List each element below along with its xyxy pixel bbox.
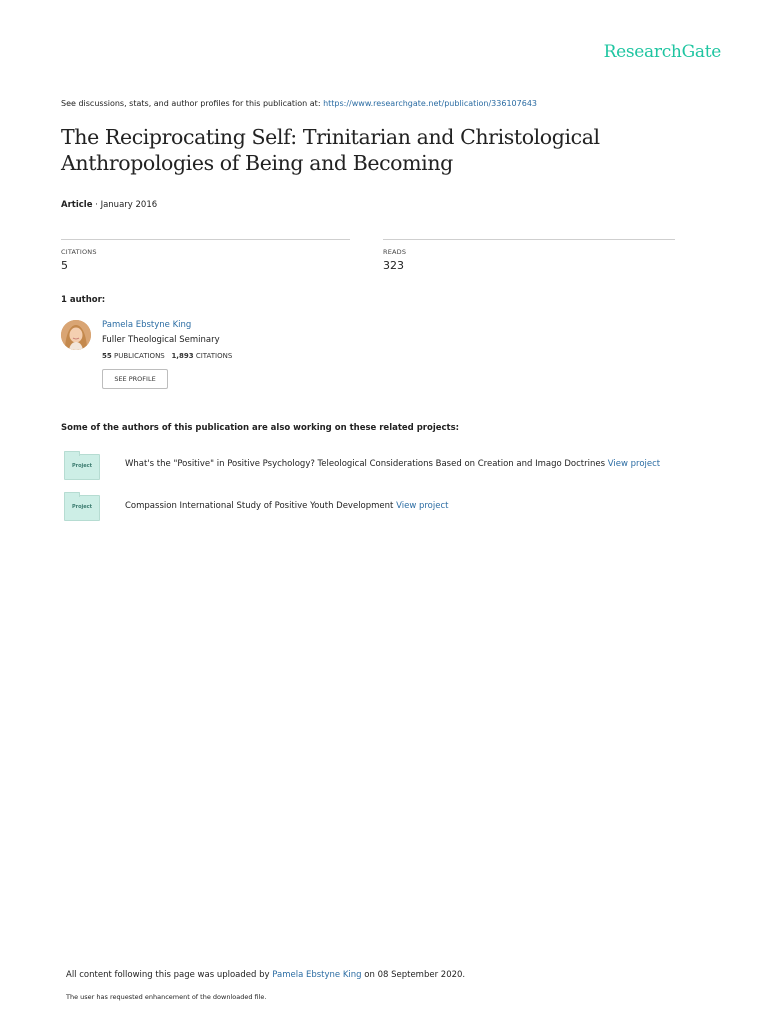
citations-divider: [61, 239, 350, 240]
project-icon-label: Project: [71, 504, 93, 510]
author-name-link[interactable]: Pamela Ebstyne King: [102, 320, 192, 330]
see-discussions-line: [61, 99, 537, 108]
upload-suffix: on 08 September 2020.: [361, 970, 466, 980]
project-icon-label: Project: [71, 463, 93, 469]
author-publications-count: 55: [102, 352, 112, 360]
reads-divider: [383, 239, 675, 240]
author-institution: Fuller Theological Seminary: [102, 335, 220, 345]
citations-label: CITATIONS: [61, 248, 97, 256]
project-folder-icon[interactable]: [64, 495, 100, 521]
uploader-link[interactable]: Pamela Ebstyne King: [272, 970, 362, 980]
publication-url-link[interactable]: https://www.researchgate.net/publication/336107643: [323, 99, 537, 108]
reads-value: 323: [383, 259, 404, 272]
publication-type: Article: [61, 200, 93, 210]
publication-date: · January 2016: [92, 200, 158, 210]
view-project-link[interactable]: View project: [607, 459, 661, 469]
project-item: [125, 501, 448, 511]
project-title: Compassion International Study of Positive Youth Development: [125, 501, 397, 511]
author-citations-count: 1,893: [171, 352, 194, 360]
see-profile-button[interactable]: SEE PROFILE: [102, 369, 168, 389]
citations-value: 5: [61, 259, 68, 272]
publication-meta: [61, 200, 157, 210]
author-publications-label: PUBLICATIONS: [111, 352, 165, 360]
publication-title: The Reciprocating Self: Trinitarian and Christological Anthropologies of Being and Becoming: [61, 125, 600, 175]
researchgate-logo[interactable]: ResearchGate: [603, 42, 721, 62]
project-title: What's the "Positive" in Positive Psychology? Teleological Considerations Based on Creation and Imago Doctrines: [125, 459, 608, 469]
enhancement-note: The user has requested enhancement of the downloaded file.: [66, 993, 267, 1001]
view-project-link[interactable]: View project: [396, 501, 449, 511]
author-citations-label: CITATIONS: [193, 352, 233, 360]
authors-heading: 1 author:: [61, 295, 106, 305]
project-item: [125, 459, 660, 469]
author-stats: [102, 352, 232, 360]
related-projects-heading: Some of the authors of this publication are also working on these related projects:: [61, 423, 460, 433]
folder-tab: [64, 492, 80, 497]
project-folder-icon[interactable]: [64, 454, 100, 480]
reads-label: READS: [383, 248, 407, 256]
author-avatar[interactable]: [61, 320, 91, 350]
upload-footer: [66, 970, 465, 980]
folder-tab: [64, 451, 80, 456]
see-discussions-text: See discussions, stats, and author profiles for this publication at:: [61, 99, 324, 108]
avatar-portrait-icon: [61, 320, 91, 350]
upload-prefix: All content following this page was uploaded by: [66, 970, 273, 980]
